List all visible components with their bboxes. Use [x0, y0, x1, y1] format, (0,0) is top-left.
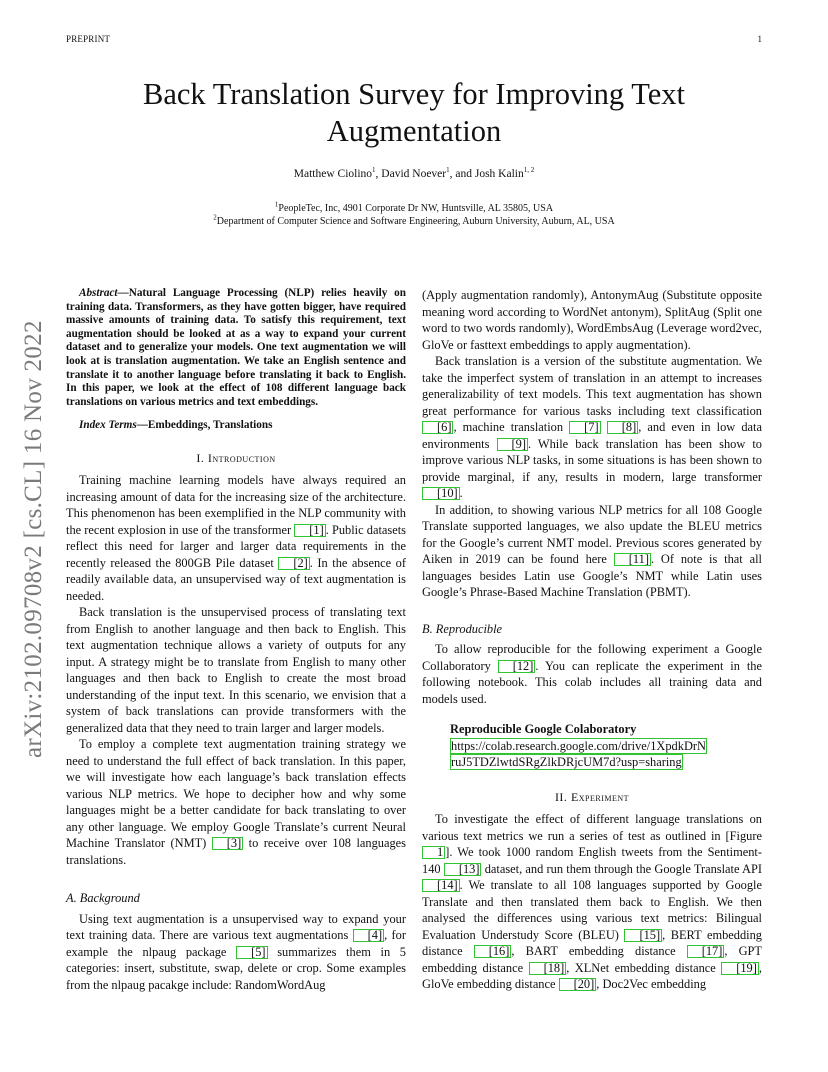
citation-link[interactable]: [8] — [607, 421, 638, 434]
intro-paragraph-2: Back translation is the unsupervised process of translating text from English to another language and then back to English. This text augmentation technique allows a variety of outputs for any input. A strategy might be to translate from English to many other languages and then back to English to create the most broad understanding of the input text. In this scenario, we envision that a system of back translations can provide transformers with the generalized data that they need to train larger and larger models. — [66, 605, 406, 735]
index-terms-label: Index Terms — [79, 419, 137, 432]
intro-paragraph-1: Training machine learning models have always required an increasing amount of data for the increasing size of the architecture. This phenomenon has been exemplified in the NLP community with the recent explosion in use of the transformer [1] . Public datasets reflect this need for larger and larger data requirements in the recently released the 800GB Pile dataset [2] . In the absence of readily available data, an unsupervised way of text augmentation is needed. — [66, 473, 407, 603]
affiliation-marker: 1, 2 — [523, 166, 535, 175]
subsection-heading-background: A. Background — [66, 891, 140, 906]
paper-title — [66, 76, 762, 150]
background-paragraph-1-continued: (Apply augmentation randomly), AntonymAug (Substitute opposite meaning word according to WordNet antonym), SplitAug (Split one word to two words randomly), WordEmbsAug (Leverage word2vec, GloVe or fasttext embeddings to apply augmentation). — [422, 288, 762, 352]
citation-link[interactable]: [7] — [569, 421, 600, 434]
colab-link-box — [450, 721, 762, 771]
experiment-paragraph: To investigate the effect of different language translations on various text metrics we run a series of test as outlined in [Figure 1 ]. We took 1000 random English tweets from the Sentiment-140 [13] dataset, and run them through the Google Translate API [14] . We translate to all 108 languages supported by Google Translate and then translated them back to English. We then analysed the differences using various text metrics: Bilingual Evaluation Understudy Score (BLEU) [15] , BERT embedding distance [16] , BART embedding distance [17] , GPT embedding distance [18] , XLNet embedding distance [19] , GloVe embedding distance [20] , Doc2Vec embedding — [422, 812, 763, 991]
arxiv-stamp: arXiv:2102.09708v2 [cs.CL] 16 Nov 2022 — [20, 320, 47, 758]
citation-link[interactable]: [3] — [212, 837, 243, 850]
reproducible-paragraph: To allow reproducible for the following experiment a Google Collaboratory [12] . You can replicate the experiment in the following notebook. This colab includes all training data and models used. — [422, 642, 762, 706]
right-column — [422, 287, 762, 993]
citation-link[interactable]: [6] — [422, 421, 453, 434]
citation-link[interactable]: [2] — [278, 557, 309, 570]
citation-link[interactable]: [14] — [422, 879, 460, 892]
citation-link[interactable]: [15] — [624, 929, 662, 942]
colab-url-line-1[interactable]: https://colab.research.google.com/drive/1XpdkDrN — [451, 738, 706, 753]
citation-link[interactable]: [16] — [474, 945, 512, 958]
abstract-text: —Natural Language Processing (NLP) relies heavily on training data. Transformers, as they have gotten bigger, have required massive amounts of training data. To satisfy this requirement, text augmentation should be looked at as a way to expand your current dataset and to generalize your models. One text augmentation we will look at is translation augmentation. We take an English sentence and translate it to another language before translating it back to English. In this paper, we look at the effect of 108 different language back translations on various metrics and text embeddings. — [66, 287, 406, 408]
citation-link[interactable]: [4] — [353, 929, 384, 942]
citation-link[interactable]: [19] — [721, 962, 759, 975]
abstract-label: Abstract — [79, 287, 118, 299]
citation-link[interactable]: [11] — [614, 553, 651, 566]
colab-box-title: Reproducible Google Colaboratory — [450, 722, 637, 736]
citation-link[interactable]: [1] — [294, 524, 325, 537]
index-terms-text: —Embeddings, Translations — [136, 419, 273, 432]
citation-link[interactable]: [17] — [687, 945, 725, 958]
section-heading-introduction: I. Introduction — [196, 450, 276, 465]
author-name: , David Noever — [375, 168, 447, 180]
figure-link[interactable]: 1 — [422, 846, 445, 859]
abstract — [66, 287, 406, 409]
citation-link[interactable]: [18] — [529, 962, 567, 975]
section-heading-experiment: II. Experiment — [554, 789, 630, 804]
background-paragraph-2: Back translation is a version of the substitute augmentation. We take the imperfect system of translation in an attempt to increases generalizability of text models. This text augmentation has shown great performance for various tasks including text classification [6] , machine translation [7] [8] , and even in low data environments [9] . While back translation has been show to improve various NLP tasks, in some situations is has been shown to provide marginal, if any, results in modern, large transformer [10] . — [422, 354, 762, 500]
citation-link[interactable]: [12] — [498, 660, 536, 673]
running-header: PREPRINT — [66, 34, 111, 44]
citation-link[interactable]: [13] — [444, 863, 482, 876]
title-line-2: Augmentation — [326, 114, 502, 148]
index-terms — [66, 417, 406, 434]
citation-link[interactable]: [10] — [422, 487, 460, 500]
page-number: 1 — [757, 34, 762, 44]
author-name: , and Josh Kalin — [449, 168, 524, 180]
intro-paragraph-3: To employ a complete text augmentation training strategy we need to understand the full effect of back translation. In this paper, we will investigate how each language’s back translation effects various NLP metrics. We hope to decipher how and why some languages might be a better candidate for back translating to over any other language. We employ Google Translate’s current Neural Machine Translator (NMT) [3] to receive over 108 languages translations. — [66, 737, 406, 867]
colab-url-line-2[interactable]: ruJ5TDZlwtdSRgZlkDRjcUM7d?usp=sharing — [451, 755, 682, 769]
background-paragraph-3: In addition, to showing various NLP metrics for all 108 Google Translate supported languages, we also update the BLEU metrics for the Google’s current NMT model. Previous scores generated by Aiken in 2019 can be found here [11] . Of note is that all languages besides Latin use Google’s NMT while Latin uses Google’s Phrase-Based Machine Translation (PBMT). — [422, 502, 762, 599]
citation-link[interactable]: [5] — [236, 946, 267, 959]
affiliation-marker: 1 — [372, 166, 376, 175]
title-line-1: Back Translation Survey for Improving Text — [142, 77, 685, 111]
author-name: Matthew Ciolino — [293, 168, 373, 180]
affiliation-marker: 1 — [446, 166, 450, 175]
affiliation-1: $^1$PeopleTec, Inc, 4901 Corporate Dr NW, Huntsville, AL 35805, USA — [274, 200, 554, 214]
citation-link[interactable]: [9] — [497, 438, 528, 451]
affiliation-2: $^2$Department of Computer Science and Software Engineering, Auburn University, Auburn, AL, USA — [213, 213, 615, 227]
subsection-heading-reproducible: B. Reproducible — [422, 621, 503, 636]
affiliations — [66, 202, 762, 228]
author-list — [66, 168, 762, 180]
left-column — [66, 287, 406, 993]
citation-link[interactable]: [20] — [559, 978, 597, 991]
background-paragraph-1: Using text augmentation is a unsupervised way to expand your text training data. There are various text augmentations [4] , for example the nlpaug package [5] summarizes them in 5 categories: insert, substitute, swap, delete or crop. Some examples from the nlpaug pacakge include: RandomWordAug — [66, 911, 407, 992]
